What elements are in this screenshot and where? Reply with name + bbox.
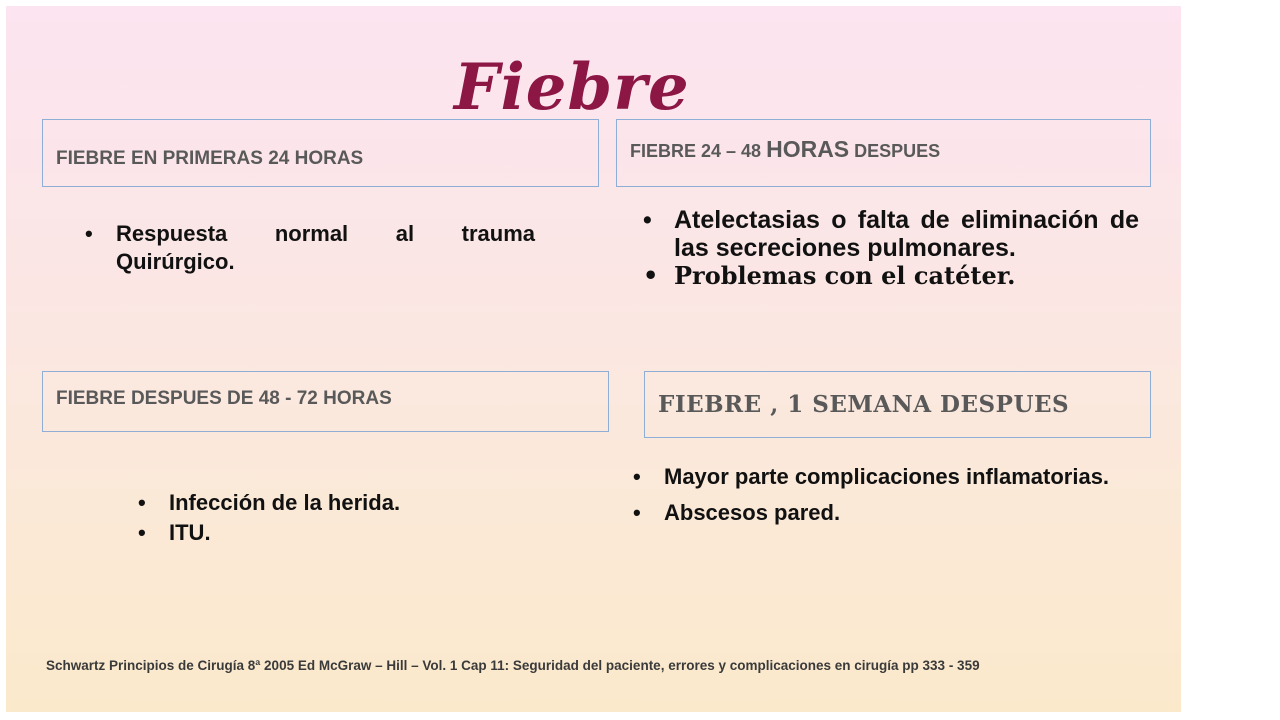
- list-item: • Abscesos pared.: [629, 497, 1134, 529]
- list-one-week: [629, 461, 1134, 529]
- reference-citation: Schwartz Principios de Cirugía 8ª 2005 Ed McGraw – Hill – Vol. 1 Cap 11: Seguridad del paciente, errores y complicaciones en cirugía pp 333 - 359: [46, 658, 980, 673]
- box-one-week-label: FIEBRE , 1 SEMANA DESPUES: [658, 391, 1070, 418]
- list-first-24h: [81, 220, 535, 276]
- box-24-48h-label: FIEBRE 24 – 48 HORAS DESPUES: [630, 135, 941, 162]
- list-item: • Atelectasias o falta de eliminación de las secreciones pulmonares.: [639, 206, 1139, 262]
- box-one-week: [644, 371, 1151, 438]
- list-item: • Respuesta normal al trauma Quirúrgico.: [81, 220, 535, 276]
- list-24-48h: [639, 206, 1139, 290]
- list-48-72h: [134, 488, 554, 548]
- list-item: • Infección de la herida.: [134, 488, 554, 518]
- list-item: • Mayor parte complicaciones inflamatorias.: [629, 461, 1134, 493]
- box-48-72h-label: FIEBRE DESPUES DE 48 - 72 HORAS: [56, 387, 392, 409]
- slide: [6, 6, 1181, 712]
- box-48-72h: [42, 371, 609, 432]
- list-item: • ITU.: [134, 518, 554, 548]
- list-item: • Problemas con el catéter.: [639, 262, 1139, 290]
- box-first-24h-label: FIEBRE EN PRIMERAS 24 HORAS: [56, 148, 364, 169]
- slide-title: Fiebre: [454, 50, 690, 125]
